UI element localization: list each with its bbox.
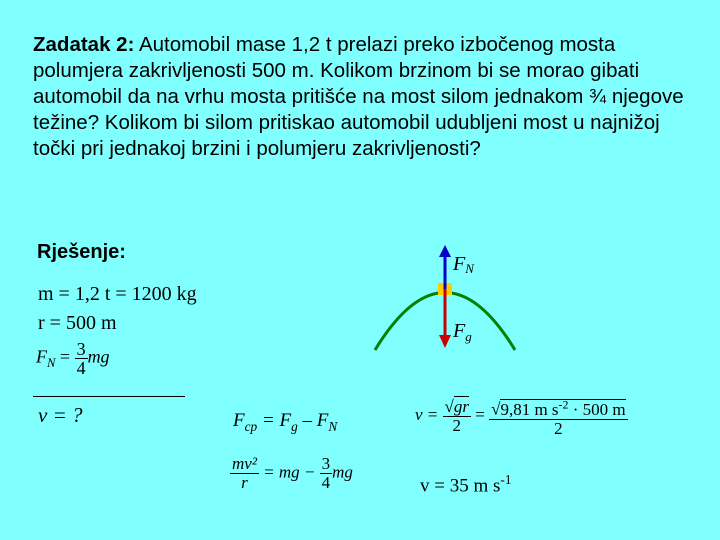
force-balance-equation: $\frac{\text{mv²}}{r}$ = mg − $\frac{3}{4}$ mg	[232, 454, 353, 492]
given-radius: r = 500 m	[38, 312, 117, 334]
gravity-arrowhead	[439, 335, 451, 348]
fraction-three-quarters: $\frac{3}{4}$	[76, 339, 86, 378]
velocity-result: v = 35 m $s^{-1}$	[420, 472, 512, 497]
normal-force-equation: $F_N$ = $\frac{3}{4}$ mg	[36, 339, 110, 378]
bridge-diagram	[350, 245, 540, 355]
fraction-mv2-r: $\frac{\text{mv²}}{r}$	[232, 454, 257, 492]
normal-force-arrowhead	[439, 245, 451, 257]
given-mass: m = 1,2 t = 1200 kg	[38, 283, 197, 305]
fraction-numeric: $\frac{√9,81 m s^{-2} \cdot 500 m}{2}$	[491, 397, 626, 438]
fn-label: FN	[453, 253, 474, 276]
problem-statement	[33, 32, 693, 162]
unknown-velocity: v = ?	[38, 403, 83, 427]
divider-line	[33, 396, 185, 397]
velocity-formula: v = $\frac{√gr}{2}$ = $\frac{√9,81 m s^{-2} \cdot 500 m}{2}$	[415, 396, 626, 438]
centripetal-force-equation: $F_{cp} = F_g - F_N$	[233, 410, 338, 434]
fg-label: $F_g$	[453, 320, 472, 344]
fraction-sqrt-gr: $\frac{√gr}{2}$	[444, 396, 469, 435]
solution-label: Rješenje:	[37, 241, 126, 263]
problem-label: Zadatak 2:	[33, 33, 135, 56]
fraction-three-quarters-2: $\frac{3}{4}$	[321, 454, 331, 492]
problem-text: Automobil mase 1,2 t prelazi preko izbočenog mosta polumjera zakrivljenosti 500 m. Kolikom brzinom bi se morao gibati automobil da na vrhu mosta pritišće na most silom jednakom ¾ njegove težine? Kolikom bi silom pritiskao automobil udubljeni most u najnižoj točki pri jednakoj brzini i polumjeru zakrivljenosti?	[33, 33, 684, 160]
